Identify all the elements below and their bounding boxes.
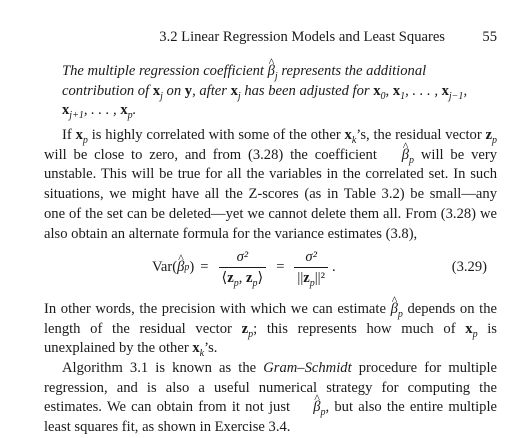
bold-z-symbol: z [303,270,310,286]
paragraph-precision [44,300,497,359]
subscript: p [472,328,478,340]
subscript: 1 [400,90,406,102]
subscript: p [248,328,254,340]
bold-z-symbol: z [246,270,253,286]
beta-hat-symbol: ^ β [391,300,398,320]
gram-schmidt-term: Gram–Schmidt [263,360,352,376]
bold-x-symbol: x [75,127,83,143]
bold-x-symbol: x [441,82,449,99]
paragraph-text: will be very unstable. This will be true for all the variables in the correlated set. In such situations, we might have all the Z-scores (as in Table 3.2) be small—any one of the set can be deleted—yet we cannot delete them all. From (3.28) we also obtain an alternate formula for the variance estimates (3.8), [44,146,497,242]
subscript: j−1 [448,90,464,102]
running-header [44,28,497,48]
paren: ) [189,259,195,276]
equation-number: (3.29) [451,259,487,275]
bold-x-symbol: x [344,127,352,143]
theorem-text: on [162,82,185,99]
theorem-text: , [463,82,468,99]
norm-bars: || [297,270,304,286]
subscript: p [233,277,239,289]
paragraph-text: ’s. [204,340,218,357]
beta-hat-symbol: ^ β [384,146,409,166]
subscript: p [320,407,326,419]
paragraph-text: If [62,127,76,143]
norm-bars: ||² [314,270,325,286]
bold-x-symbol: x [230,82,238,99]
var-operator: Var( [152,259,178,276]
subscript: j [274,70,278,82]
beta-hat-symbol: ^ β [268,62,275,82]
equals-sign: = [276,259,285,276]
bold-y-symbol: y [184,82,193,99]
paragraph-text: will be close to zero, and from (3.28) the coefficient [44,146,384,163]
bold-z-symbol: z [241,320,249,337]
beta-hat-symbol: ^ β [295,398,320,418]
paragraph-text: ; this represents how much of [253,320,466,337]
bold-x-symbol: x [465,320,473,337]
theorem-statement [62,62,493,121]
equation-body: Var( ^ β p ) = $\frac{\text{σ²}}{⟨z_p, z_p⟩}$ = $\frac{\text{σ²}}{||z_p||^2}$ . [152,244,336,292]
theorem-text: has been adjusted for [240,82,374,99]
paragraph-text: , but also the entire multiple least squares fit, as shown in Exercise 3.4. [44,399,497,436]
theorem-text: , . . . , [83,102,121,119]
fraction-denominator [219,268,267,288]
page-number: 55 [482,29,497,45]
subscript: j+1 [69,110,84,122]
fraction-denominator [294,268,328,288]
fraction-numerator: σ² [236,249,249,265]
subscript: p [309,277,315,289]
subscript: p [82,134,88,146]
bold-x-symbol: x [392,82,401,99]
beta-hat-symbol: ^ β [177,258,184,278]
paragraph-text: depends on the length of the residual vector [44,301,497,337]
theorem-text: The multiple regression coefficient [62,63,268,79]
paragraph-gram-schmidt [44,359,497,438]
bold-x-symbol: x [152,82,161,99]
subscript: p [492,134,498,146]
equals-sign: = [200,259,209,276]
bold-x-symbol: x [373,82,381,99]
theorem-text: represents the additional contribution of [62,63,427,99]
paragraph-text: In other words, the precision with which we can estimate [44,301,391,317]
subscript: p [127,110,133,122]
fraction-numerator: σ² [305,249,317,265]
subscript: j [160,90,163,102]
paragraph-text: ’s, the residual vector [356,127,486,143]
subscript: k [351,134,357,146]
subscript: p [409,154,415,166]
paragraph-text: Algorithm 3.1 is known as the [62,360,264,376]
subscript: k [199,348,205,360]
bold-z-symbol: z [485,127,493,143]
theorem-text: , after [192,82,231,99]
paragraph-correlation [44,126,497,244]
paragraph-text: is unexplained by the other [44,320,497,357]
paragraph-text: is highly correlated with some of the other [87,127,345,143]
equation-3-29 [44,244,497,292]
bold-x-symbol: x [120,102,128,119]
paragraph-text: procedure for multiple regression, and is also a useful numerical strategy for computing the estimates. We can obtain from it not just [44,360,497,416]
period: . [331,259,336,276]
angle-bracket: ⟨ [221,270,228,286]
theorem-text: , . . . , [405,82,442,99]
theorem-text: , [385,82,393,99]
fraction-norm [294,248,328,288]
separator: , [238,270,246,286]
running-title: 3.2 Linear Regression Models and Least Squares [159,29,445,45]
angle-bracket: ⟩ [257,270,264,286]
subscript: j [237,90,241,102]
subscript: 0 [380,90,386,102]
bold-x-symbol: x [62,102,70,119]
bold-z-symbol: z [227,270,234,286]
subscript: p [397,308,403,320]
fraction-inner-product [219,248,267,288]
subscript: p [252,277,258,289]
theorem-text: . [132,102,137,119]
bold-x-symbol: x [192,340,200,357]
